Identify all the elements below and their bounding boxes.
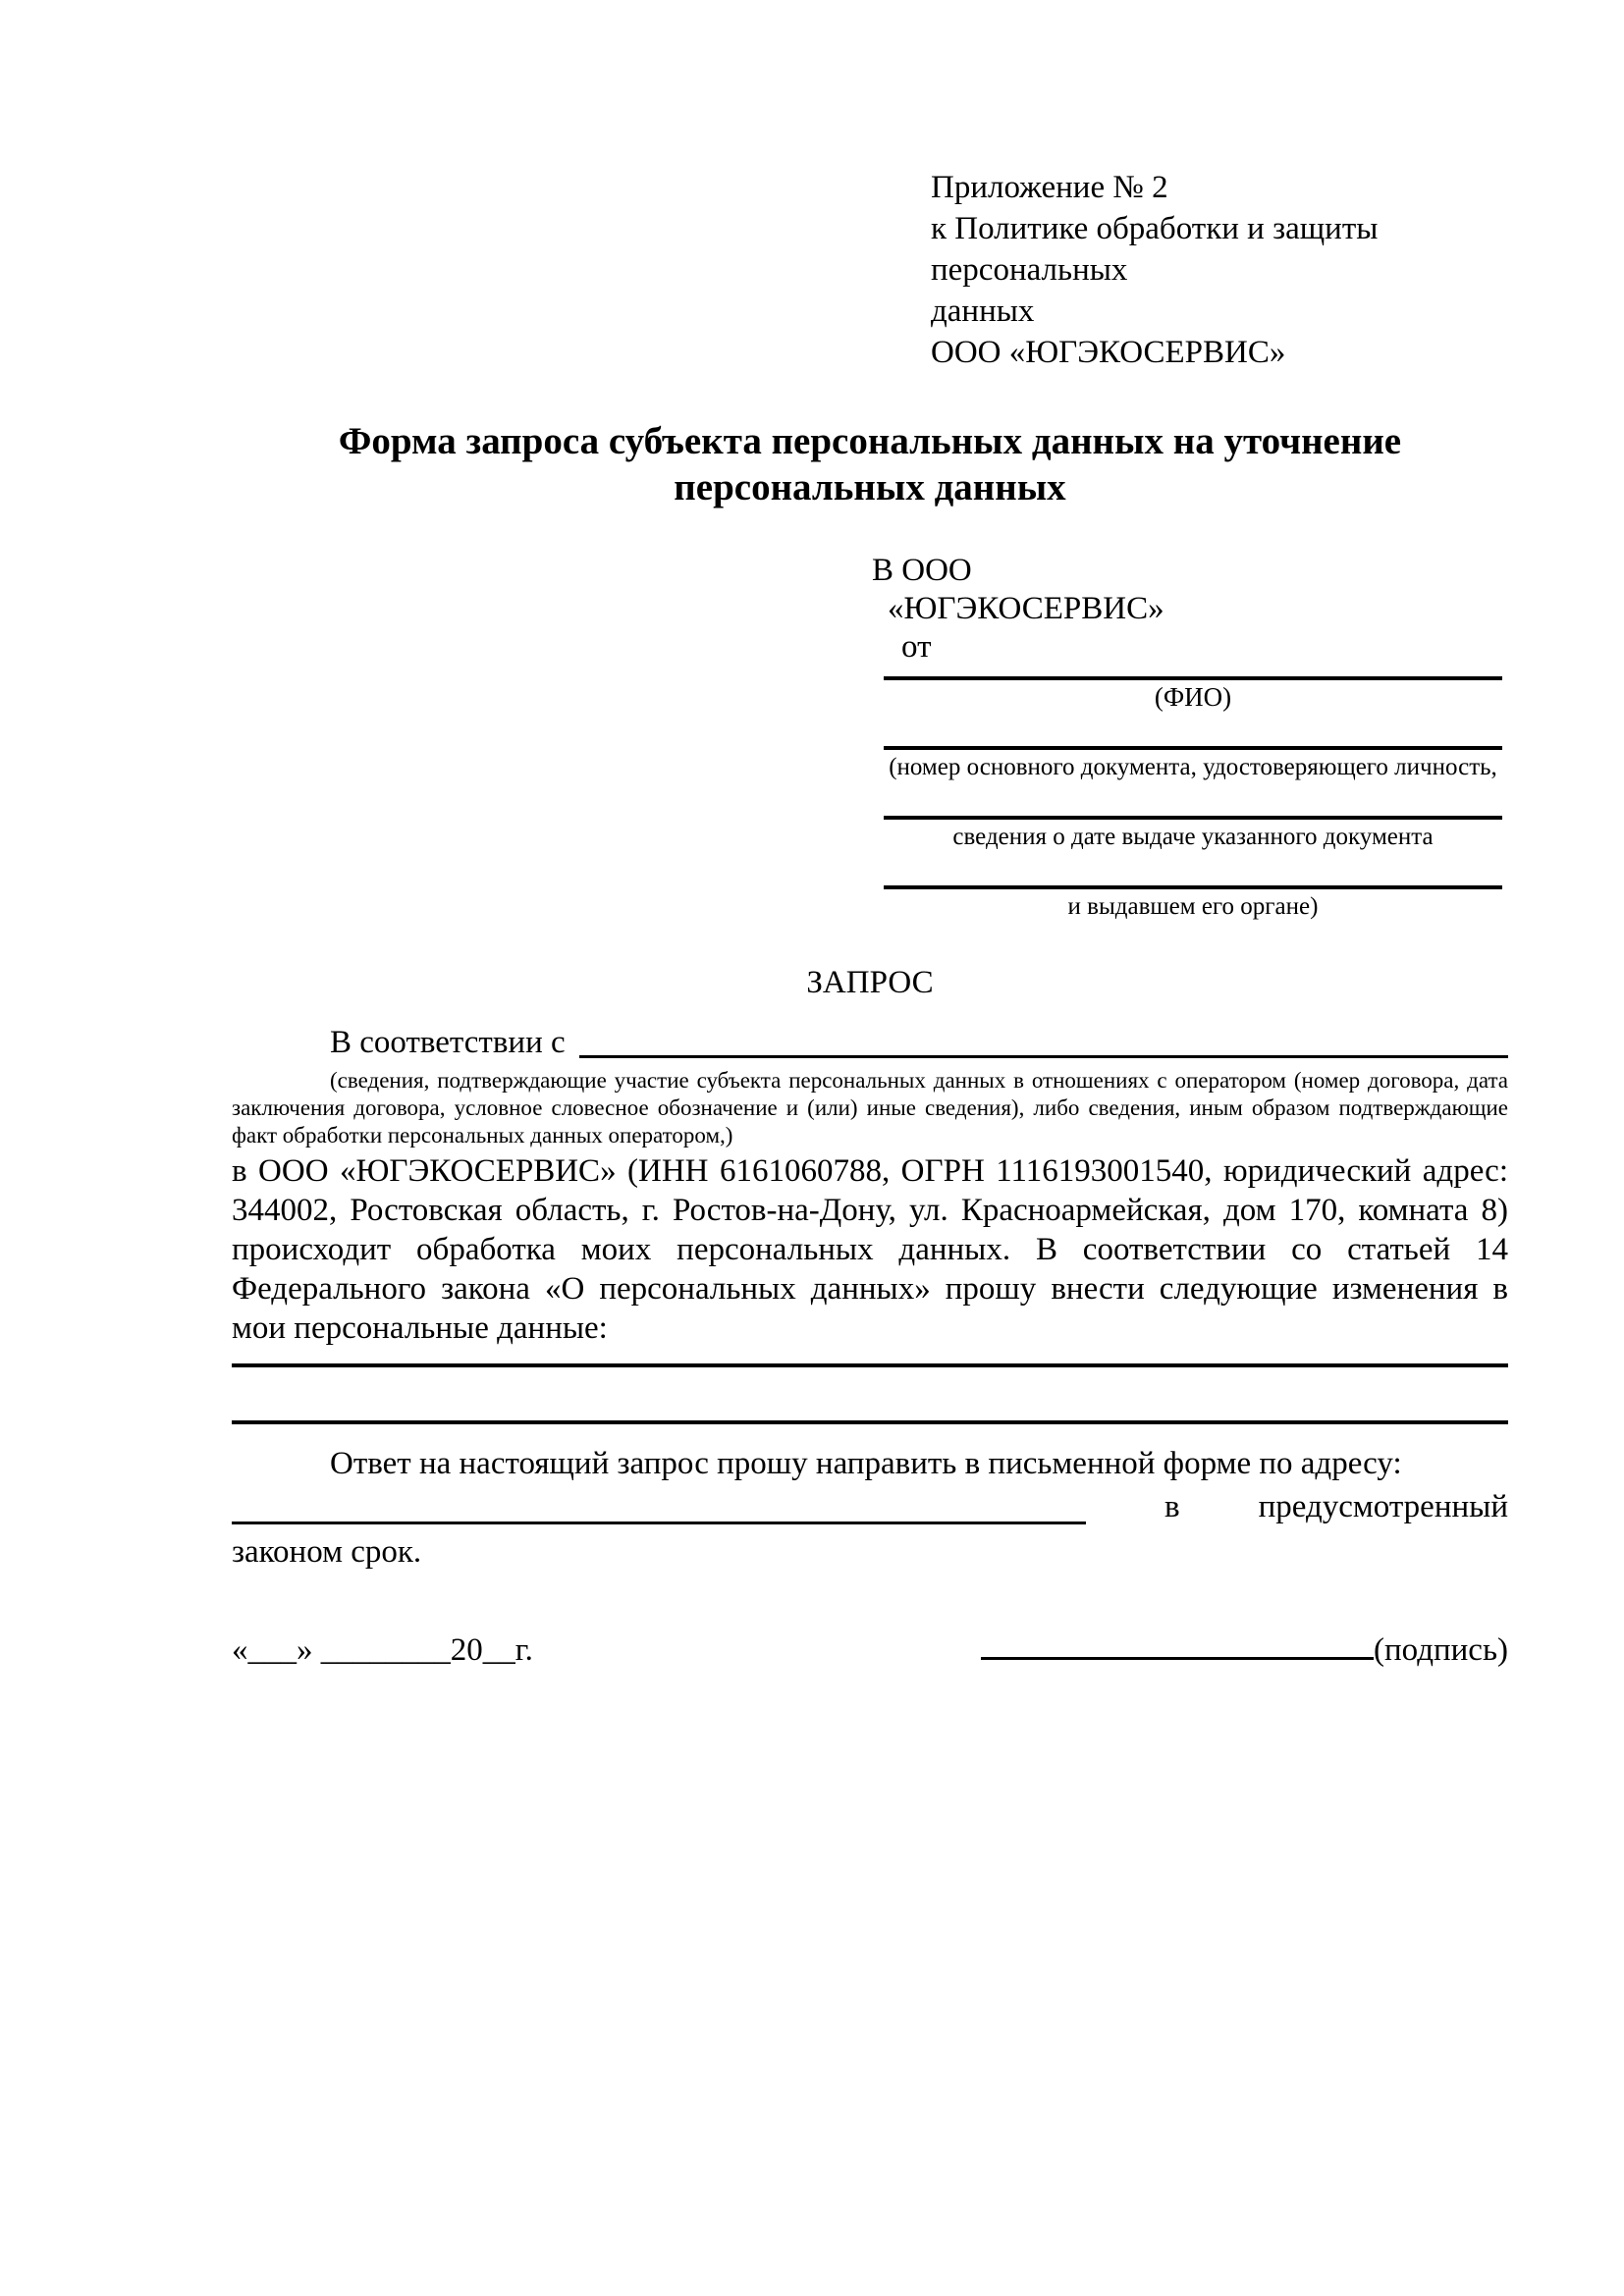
date-line: «___» ________20__г. — [232, 1632, 533, 1668]
request-heading: ЗАПРОС — [806, 965, 934, 1000]
addressee-line: В ООО — [872, 553, 972, 588]
form-title — [232, 418, 1508, 510]
reply-paragraph: Ответ на настоящий запрос прошу направить в письменной форме по адресу: — [330, 1446, 1402, 1481]
appendix-note-line: к Политике обработки и защиты персональных — [931, 211, 1379, 288]
fio-caption: (ФИО) — [1154, 682, 1232, 712]
appendix-note-line: данных — [931, 294, 1035, 329]
appendix-note-line: ООО «ЮГЭКОСЕРВИС» — [931, 335, 1286, 370]
blank-line-2 — [232, 1367, 1508, 1424]
reply-tail-word: предусмотренный — [1258, 1489, 1508, 1524]
form-title-line: персональных данных — [674, 466, 1066, 508]
blank-line-1 — [232, 1348, 1508, 1367]
issue-date-caption: сведения о дате выдаче указанного документа — [952, 824, 1434, 850]
footnote: (сведения, подтверждающие участие субъекта персональных данных в отношениях с оператором (номер договора, дата заключения договора, условное словесное обозначение и (или) иные сведения), либо сведения, иным образом подтверждающие факт обработки персональных данных оператором,) — [232, 1068, 1508, 1148]
form-title-line: Форма запроса субъекта персональных данных на уточнение — [338, 420, 1402, 462]
issuer-blank-line — [884, 852, 1502, 889]
field-issue-date — [884, 782, 1502, 852]
address-blank-line — [232, 1522, 1086, 1524]
field-fio — [884, 667, 1502, 713]
signature-area — [981, 1625, 1508, 1671]
signature-blank-line — [981, 1625, 1374, 1660]
intro-paragraph — [232, 1022, 1508, 1063]
issue-date-blank-line — [884, 782, 1502, 820]
signature-caption: (подпись) — [1374, 1632, 1508, 1668]
signature-row — [232, 1625, 1508, 1671]
reply-end-text: законом срок. — [232, 1534, 422, 1570]
reply-address-row — [232, 1483, 1508, 1530]
appendix-note — [931, 167, 1508, 373]
intro-blank-line — [579, 1055, 1508, 1058]
fio-blank-line — [884, 667, 1502, 680]
addressee-fields — [884, 667, 1502, 922]
reply-tail-word: в — [1164, 1489, 1180, 1524]
addressee-line: от — [901, 629, 932, 665]
body-paragraph: в ООО «ЮГЭКОСЕРВИС» (ИНН 6161060788, ОГРН 1116193001540, юридический адрес: 344002, Ростовская область, г. Ростов-на-Дону, ул. Красноармейская, дом 170, комната 8) происходит обработка моих персональных данных. В соответствии со статьей 14 Федерального закона «О персональных данных» прошу внести следующие изменения в мои персональные данные: — [232, 1153, 1508, 1346]
field-issuer — [884, 852, 1502, 922]
addressee-block — [872, 552, 1508, 667]
doc-number-caption: (номер основного документа, удостоверяющего личность, — [889, 754, 1497, 780]
appendix-note-line: Приложение № 2 — [931, 170, 1168, 205]
intro-prefix: В соответствии с — [330, 1025, 566, 1060]
field-doc-number — [884, 713, 1502, 782]
addressee-line: «ЮГЭКОСЕРВИС» — [888, 591, 1164, 626]
issuer-caption: и выдавшем его органе) — [1067, 893, 1319, 920]
doc-number-blank-line — [884, 713, 1502, 750]
